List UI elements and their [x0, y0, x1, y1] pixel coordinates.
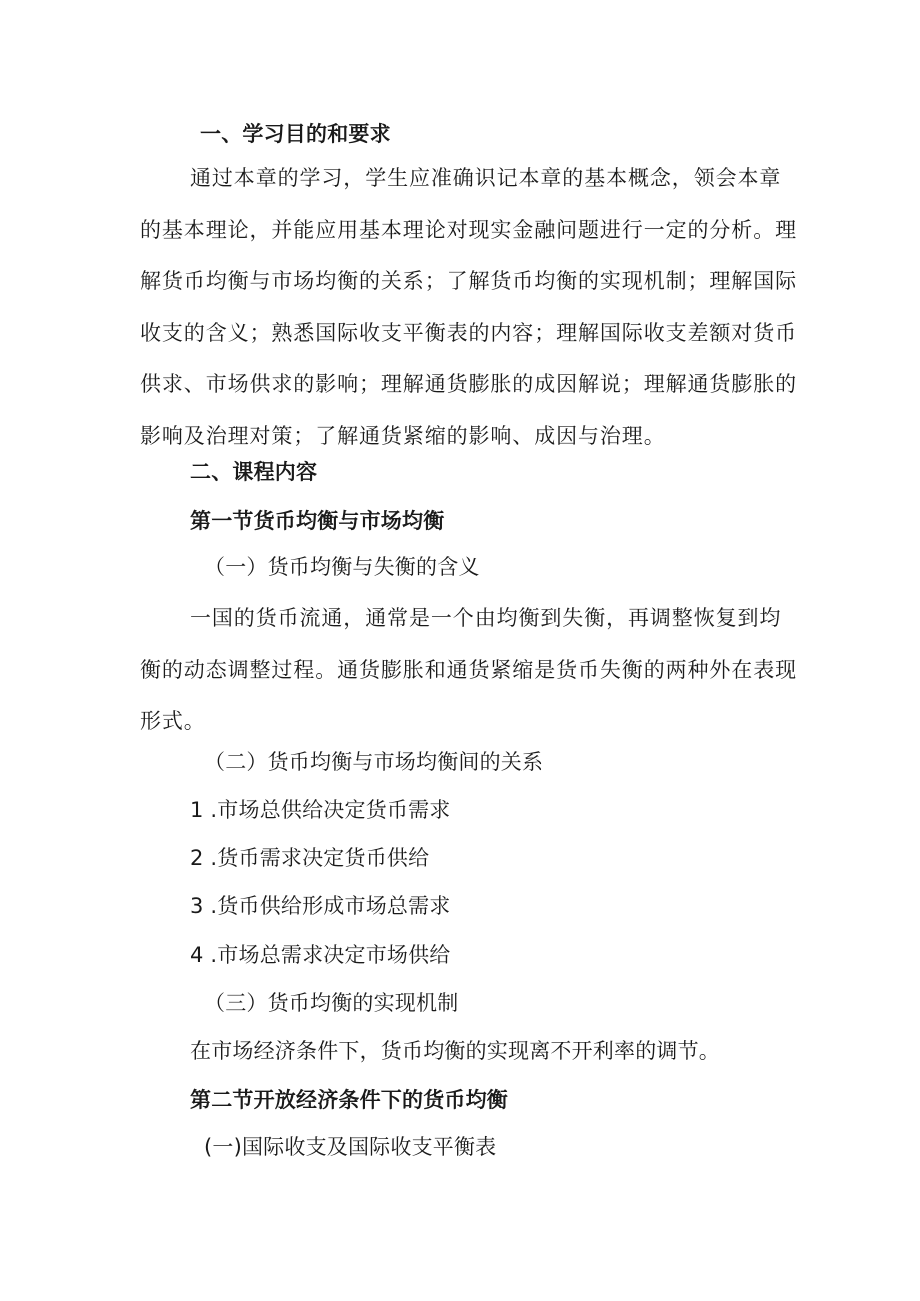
- list-item-1: 1 .市场总供给决定货币需求: [190, 798, 451, 822]
- list-item-2: 2 .货币需求决定货币供给: [190, 846, 430, 870]
- objectives-paragraph: [140, 153, 797, 462]
- objectives-line-1: 通过本章的学习，学生应准确识记本章的基本概念，领会本章: [190, 166, 782, 190]
- subsection-1-paragraph: [140, 593, 797, 748]
- section-1-title: 第一节货币均衡与市场均衡: [190, 509, 445, 533]
- subsection-4-title: (一)国际收支及国际收支平衡表: [204, 1135, 497, 1159]
- subsection-1-title: （一）货币均衡与失衡的含义: [204, 555, 480, 579]
- subsection-1-line-1: 一国的货币流通，通常是一个由均衡到失衡，再调整恢复到均: [190, 606, 782, 630]
- objectives-line-2: 的基本理论，并能应用基本理论对现实金融问题进行一定的分析。理: [140, 217, 797, 242]
- subsection-2-title: （二）货币均衡与市场均衡间的关系: [204, 750, 544, 774]
- subsection-1-line-3: 形式。: [140, 709, 206, 733]
- section-2-title: 第二节开放经济条件下的货币均衡: [190, 1088, 508, 1112]
- heading-course-content: 二、课程内容: [190, 460, 318, 484]
- list-item-3: 3 .货币供给形成市场总需求: [190, 894, 451, 918]
- subsection-1-line-2: 衡的动态调整过程。通货膨胀和通货紧缩是货币失衡的两种外在表现: [140, 657, 797, 682]
- objectives-line-4: 收支的含义；熟悉国际收支平衡表的内容；理解国际收支差额对货币: [140, 320, 797, 345]
- subsection-3-text: 在市场经济条件下，货币均衡的实现离不开利率的调节。: [190, 1039, 720, 1063]
- heading-learning-objectives: 一、学习目的和要求: [200, 122, 391, 146]
- objectives-line-6: 影响及治理对策；了解通货紧缩的影响、成因与治理。: [140, 423, 666, 448]
- subsection-3-title: （三）货币均衡的实现机制: [204, 991, 459, 1015]
- list-item-4: 4 .市场总需求决定市场供给: [190, 943, 451, 967]
- objectives-line-3: 解货币均衡与市场均衡的关系；了解货币均衡的实现机制；理解国际: [140, 269, 797, 293]
- objectives-line-5: 供求、市场供求的影响；理解通货膨胀的成因解说；理解通货膨胀的: [140, 372, 797, 396]
